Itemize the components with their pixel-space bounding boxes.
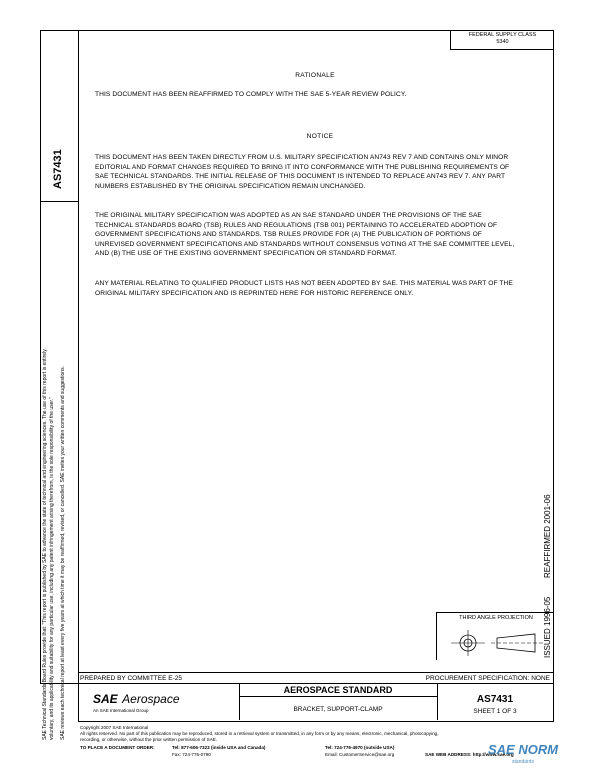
disclaimer-line1: SAE Technical Standards Board Rules provide that: "This report is published by SAE to advance the state of technical and engineering sciences. The use of this report is entirely: [42, 349, 48, 740]
rationale-text: THIS DOCUMENT HAS BEEN REAFFIRMED TO COMPLY WITH THE SAE 5-YEAR REVIEW POLICY.: [95, 91, 407, 98]
sae-norm-watermark: [488, 741, 600, 771]
notice-heading: NOTICE: [306, 133, 334, 140]
logo-subtitle: An SAE International Group: [93, 708, 149, 713]
prepared-row: [78, 672, 554, 684]
side-doc-number: AS7431: [52, 149, 64, 189]
copyright-line2: All rights reserved. No part of this publication may be reproduced, stored in a retrieval system or transmitted, in any form or by any means, electronic, mechanical, photocopying,: [80, 731, 439, 736]
page-frame: [78, 30, 554, 684]
sheet-number: SHEET 1 OF 3: [473, 708, 517, 715]
sae-logo: [93, 690, 213, 718]
third-angle-projection-box: [436, 612, 554, 660]
notice-para2: THE ORIGINAL MILITARY SPECIFICATION WAS ADOPTED AS AN SAE STANDARD UNDER THE PROVISIONS OF THE SAE TECHNICAL STANDARDS BOARD (TSB) RULES AND REGULATIONS (TSB 001) PERTAINING TO ACCELERATED ADOPTION OF GOVERNMENT SPECIFICATIONS AND STANDARDS. TSB RULES PROVIDE FOR (A) THE PUBLICATION OF PORTIONS OF UNREVISED GOVERNMENT SPECIFICATIONS AND STANDARDS WITHOUT CONSENSUS VOTING AT THE SAE COMMITTEE LEVEL, AND (B) THE USE OF THE EXISTING GOVERNMENT SPECIFICATION OR STANDARD FORMAT.: [95, 212, 515, 258]
watermark-sub: standards: [512, 759, 534, 765]
procurement-spec: PROCUREMENT SPECIFICATION: NONE: [425, 675, 550, 682]
fsc-line2: 5340: [496, 39, 509, 45]
projection-symbol-icon: [437, 623, 555, 661]
web-address: SAE WEB ADDRESS: http://www.sae.org: [425, 752, 514, 757]
title-divider-h: [239, 696, 437, 697]
order-label: TO PLACE A DOCUMENT ORDER:: [80, 745, 155, 750]
issued-date: ISSUED 1996-05: [543, 596, 552, 658]
title-doc-number: AS7431: [476, 694, 514, 705]
watermark-text: SAE NORM: [488, 742, 559, 757]
logo-aerospace: Aerospace: [122, 692, 180, 706]
fsc-line1: FEDERAL SUPPLY CLASS: [468, 32, 537, 38]
projection-label: THIRD ANGLE PROJECTION: [459, 615, 533, 621]
fax: Fax: 724-776-0790: [172, 752, 211, 757]
title-block: [78, 684, 554, 722]
tel-inside: Tel: 877-606-7323 (inside USA and Canada): [172, 745, 266, 750]
notice-para1: THIS DOCUMENT HAS BEEN TAKEN DIRECTLY FROM U.S. MILITARY SPECIFICATION AN743 REV 7 AND CONTAINS ONLY MINOR EDITORIAL AND FORMAT CHANGES REQUIRED TO BRING IT INTO CONFORMANCE WITH THE PUBLISHING REQUIREMENTS OF SAE TECHNICAL STANDARDS. THE INITIAL RELEASE OF THIS DOCUMENT IS INTENDED TO REPLACE AN743 REV 7. ANY PART NUMBERS ESTABLISHED BY THE ORIGINAL SPECIFICATION REMAIN UNCHANGED.: [95, 154, 510, 190]
federal-supply-class: [450, 30, 554, 50]
rationale-heading: RATIONALE: [295, 72, 335, 79]
document-title: BRACKET, SUPPORT-CLAMP: [293, 706, 383, 713]
disclaimer-line3: SAE reviews each technical report at least every five years at which time it may be reaffirmed, revised, or cancelled. SAE invites your written comments and suggestions.: [60, 366, 66, 740]
notice-para3: ANY MATERIAL RELATING TO QUALIFIED PRODUCT LISTS HAS NOT BEEN ADOPTED BY SAE. THIS MATERIAL WAS PART OF THE ORIGINAL MILITARY SPECIFICATION AND IS REPRINTED HERE FOR HISTORIC REFERENCE ONLY.: [95, 280, 513, 297]
copyright-line1: Copyright 2007 SAE International: [80, 725, 149, 730]
standard-type: AEROSPACE STANDARD: [283, 685, 393, 695]
reaffirmed-date: REAFFIRMED 2001-06: [543, 494, 552, 578]
tel-outside: Tel: 724-776-4970 (outside USA): [325, 745, 395, 750]
side-divider: [41, 201, 79, 202]
disclaimer-line2: voluntary, and its applicability and suitability for any particular use, including any patent infringement arising therefrom, is the sole responsibility of the user.": [49, 397, 55, 740]
logo-sae: SAE: [93, 692, 118, 706]
copyright-line3: recording, or otherwise, without the prior written permission of SAE.: [80, 737, 218, 742]
email: Email: CustomerService@sae.org: [325, 752, 395, 757]
prepared-by: PREPARED BY COMMITTEE E-25: [80, 675, 182, 682]
